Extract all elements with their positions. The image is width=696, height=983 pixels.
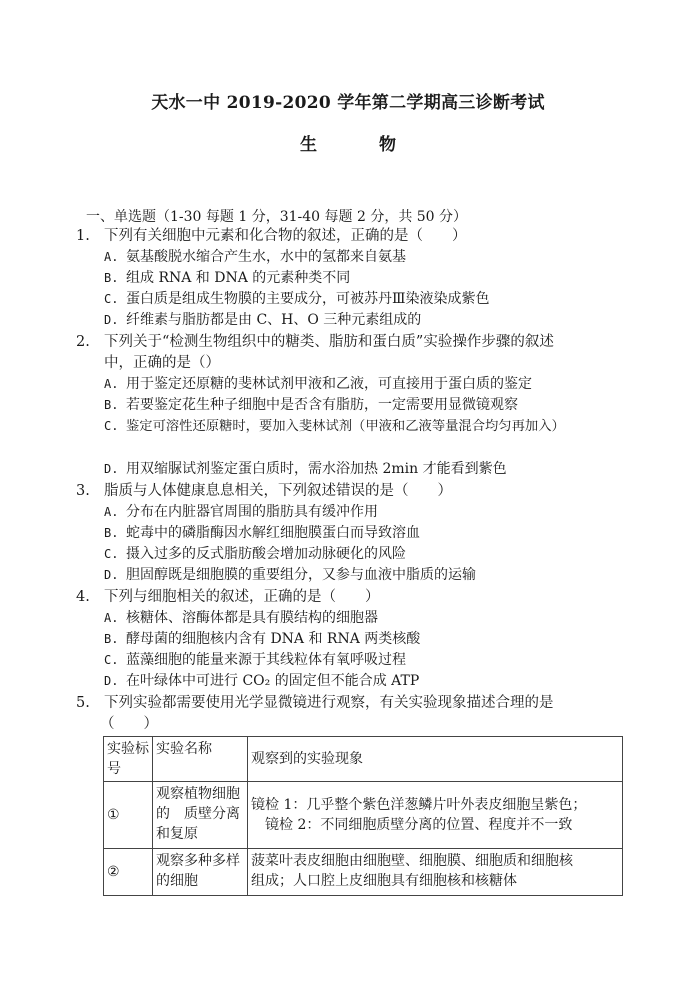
question-1-stem <box>76 226 636 247</box>
question-number: 3. <box>76 483 90 499</box>
question-number: 2. <box>76 334 90 350</box>
row-id-text: ① <box>107 807 120 823</box>
option-letter: B. <box>104 632 119 646</box>
option-text: 在叶绿体中可进行 CO₂ 的固定但不能合成 ATP <box>126 673 420 689</box>
option-text: 分布在内脏器官周围的脂肪具有缓冲作用 <box>126 504 378 520</box>
option-letter: D. <box>104 568 119 582</box>
row-name: 观察多种多样的细胞 <box>153 849 248 896</box>
option-text: 蛇毒中的磷脂酶因水解红细胞膜蛋白而导致溶血 <box>126 525 420 541</box>
observation-line: 镜检 1：几乎整个紫色洋葱鳞片叶外表皮细胞呈紫色； <box>251 797 587 813</box>
option-text: 酵母菌的细胞核内含有 DNA 和 RNA 两类核酸 <box>126 631 421 647</box>
option-letter: A. <box>104 611 119 625</box>
option-letter: C. <box>104 547 119 561</box>
table-header-row <box>104 737 623 782</box>
option-1d <box>104 310 644 331</box>
header-id: 实验标号 <box>104 737 153 782</box>
question-text: 下列与细胞相关的叙述，正确的是（ ） <box>104 589 380 605</box>
option-text: 摄入过多的反式脂肪酸会增加动脉硬化的风险 <box>126 546 406 562</box>
option-letter: B. <box>104 526 119 540</box>
exam-subject: 生 物 <box>300 135 424 155</box>
row-observation <box>248 849 623 896</box>
option-text: 用双缩脲试剂鉴定蛋白质时，需水浴加热 2min 才能看到紫色 <box>126 461 507 477</box>
question-3-stem <box>76 481 636 502</box>
question-number: 5. <box>76 695 90 711</box>
option-letter: C. <box>104 653 119 667</box>
option-letter: A. <box>104 377 119 391</box>
question-text: （ ） <box>100 716 158 732</box>
observation-line: 镜检 2：不同细胞质壁分离的位置、程度并不一致 <box>265 817 573 833</box>
option-letter: B. <box>104 271 119 285</box>
option-letter: A. <box>104 250 119 264</box>
question-2-stem-cont <box>76 353 636 374</box>
option-text: 蛋白质是组成生物膜的主要成分，可被苏丹Ⅲ染液染成紫色 <box>126 291 490 307</box>
option-text: 胆固醇既是细胞膜的重要组分，又参与血液中脂质的运输 <box>126 567 476 583</box>
option-3d <box>104 565 644 586</box>
option-text: 氨基酸脱水缩合产生水，水中的氢都来自氨基 <box>126 249 406 265</box>
option-letter: A. <box>104 505 119 519</box>
row-id <box>104 849 153 896</box>
question-text: 下列关于“检测生物组织中的糖类、脂肪和蛋白质”实验操作步骤的叙述 <box>104 334 554 350</box>
row-id <box>104 782 153 849</box>
option-3c <box>104 544 644 565</box>
option-4c <box>104 650 644 671</box>
option-letter: D. <box>104 462 119 476</box>
experiment-table <box>103 736 623 896</box>
table-row <box>104 782 623 849</box>
option-1c <box>104 289 644 310</box>
option-text: 蓝藻细胞的能量来源于其线粒体有氧呼吸过程 <box>126 652 406 668</box>
question-5-stem-cont <box>100 714 660 735</box>
exam-title: 天水一中 2019-2020 学年第二学期高三诊断考试 <box>151 93 545 113</box>
option-4d <box>104 671 644 692</box>
observation-line: 组成；人口腔上皮细胞具有细胞核和核糖体 <box>251 873 517 889</box>
option-2d <box>104 459 644 480</box>
row-name: 观察植物细胞的 质壁分离和复原 <box>153 782 248 849</box>
header-name: 实验名称 <box>153 737 248 782</box>
option-4a <box>104 608 644 629</box>
option-1b <box>104 268 644 289</box>
section-heading: 一、单选题（1-30 每题 1 分，31-40 每题 2 分，共 50 分） <box>86 209 468 225</box>
option-1a <box>104 247 644 268</box>
question-number: 4. <box>76 589 90 605</box>
question-4-stem <box>76 587 636 608</box>
question-2-stem <box>76 332 636 353</box>
question-text: 中，正确的是（） <box>104 355 220 371</box>
question-number: 1. <box>76 228 90 244</box>
table-row <box>104 849 623 896</box>
option-letter: C. <box>104 292 119 306</box>
option-3b <box>104 523 644 544</box>
option-text: 核糖体、溶酶体都是具有膜结构的细胞器 <box>126 610 378 626</box>
option-text: 用于鉴定还原糖的斐林试剂甲液和乙液，可直接用于蛋白质的鉴定 <box>126 376 532 392</box>
observation-line: 菠菜叶表皮细胞由细胞壁、细胞膜、细胞质和细胞核 <box>251 853 573 869</box>
header-observation: 观察到的实验现象 <box>248 737 623 782</box>
option-text: 鉴定可溶性还原糖时，要加入斐林试剂（甲液和乙液等量混合均匀再加入） <box>126 419 565 434</box>
question-text: 脂质与人体健康息息相关，下列叙述错误的是（ ） <box>104 483 452 499</box>
option-3a <box>104 502 644 523</box>
option-text: 纤维素与脂肪都是由 C、H、O 三种元素组成的 <box>126 312 422 328</box>
question-5-stem <box>76 693 636 714</box>
option-letter: B. <box>104 398 119 412</box>
option-4b <box>104 629 644 650</box>
row-observation <box>248 782 623 849</box>
row-id-text: ② <box>107 864 120 880</box>
question-text: 下列有关细胞中元素和化合物的叙述，正确的是（ ） <box>104 228 467 244</box>
option-letter: D. <box>104 313 119 327</box>
option-2a <box>104 374 644 395</box>
option-2c <box>104 416 644 437</box>
option-letter: D. <box>104 674 119 688</box>
question-text: 下列实验都需要使用光学显微镜进行观察，有关实验现象描述合理的是 <box>104 695 554 711</box>
option-text: 若要鉴定花生种子细胞中是否含有脂肪，一定需要用显微镜观察 <box>126 397 518 413</box>
option-letter: C. <box>104 419 119 433</box>
option-text: 组成 RNA 和 DNA 的元素种类不同 <box>126 270 351 286</box>
option-2b <box>104 395 644 416</box>
